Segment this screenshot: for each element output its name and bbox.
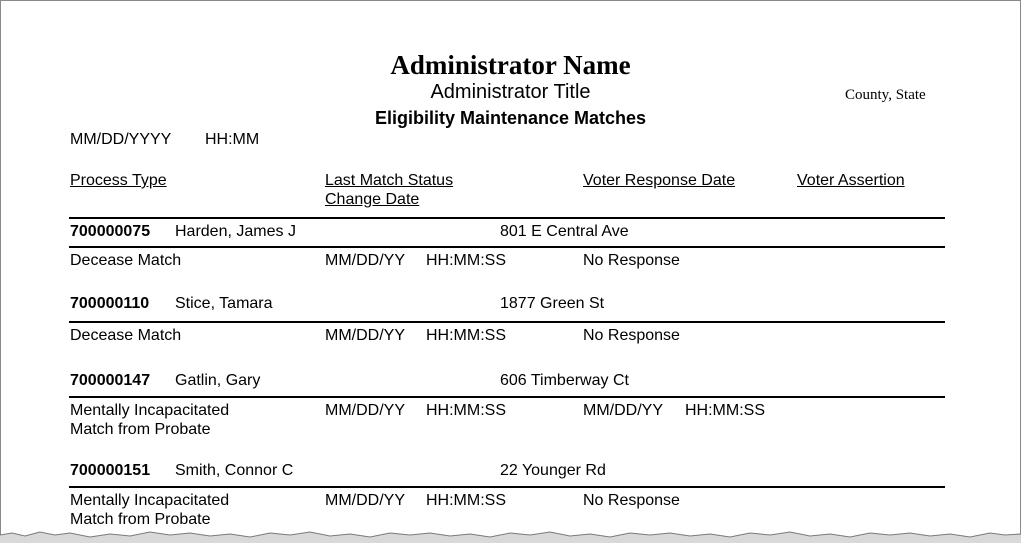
torn-edge (0, 527, 1021, 543)
change-date: MM/DD/YY (325, 252, 405, 269)
change-time: HH:MM:SS (426, 492, 506, 509)
voter-response: No Response (583, 492, 680, 509)
process-type: Mentally Incapacitated (70, 492, 230, 509)
process-type: Decease Match (70, 327, 182, 344)
record-divider (69, 246, 945, 248)
column-header-process-type: Process Type (70, 172, 167, 189)
change-date: MM/DD/YY (325, 492, 405, 509)
voter-name: Gatlin, Gary (175, 372, 261, 389)
report-time: HH:MM (205, 131, 260, 148)
column-header-change-date: Change Date (325, 191, 420, 208)
report-title: Eligibility Maintenance Matches (374, 108, 647, 128)
voter-response: MM/DD/YY (583, 402, 663, 419)
change-time: HH:MM:SS (426, 327, 506, 344)
process-type-continued: Match from Probate (70, 511, 211, 528)
column-header-voter-response-date: Voter Response Date (583, 172, 736, 189)
change-date: MM/DD/YY (325, 327, 405, 344)
change-time: HH:MM:SS (426, 402, 506, 419)
column-header-last-match-status: Last Match Status (325, 172, 454, 189)
voter-id: 700000147 (70, 372, 151, 389)
report-date: MM/DD/YYYY (70, 131, 172, 148)
voter-id: 700000075 (70, 223, 151, 240)
voter-name: Smith, Connor C (175, 462, 294, 479)
process-type: Decease Match (70, 252, 182, 269)
change-time: HH:MM:SS (426, 252, 506, 269)
record-divider (69, 486, 945, 488)
voter-id: 700000151 (70, 462, 151, 479)
voter-name: Harden, James J (175, 223, 296, 240)
voter-address: 22 Younger Rd (500, 462, 606, 479)
voter-id: 700000110 (70, 295, 150, 312)
administrator-title: Administrator Title (430, 81, 591, 103)
process-type: Mentally Incapacitated (70, 402, 230, 419)
voter-name: Stice, Tamara (175, 295, 273, 312)
voter-address: 1877 Green St (500, 295, 605, 312)
administrator-name: Administrator Name (390, 50, 631, 80)
voter-address: 606 Timberway Ct (500, 372, 629, 389)
county-state: County, State (845, 87, 926, 103)
voter-address: 801 E Central Ave (500, 223, 629, 240)
change-date: MM/DD/YY (325, 402, 405, 419)
header-divider (69, 217, 945, 219)
voter-response: No Response (583, 327, 680, 344)
record-divider (69, 321, 945, 323)
column-header-voter-assertion: Voter Assertion (797, 172, 905, 189)
process-type-continued: Match from Probate (70, 421, 211, 438)
voter-response: No Response (583, 252, 680, 269)
voter-response-time: HH:MM:SS (685, 402, 765, 419)
record-divider (69, 396, 945, 398)
